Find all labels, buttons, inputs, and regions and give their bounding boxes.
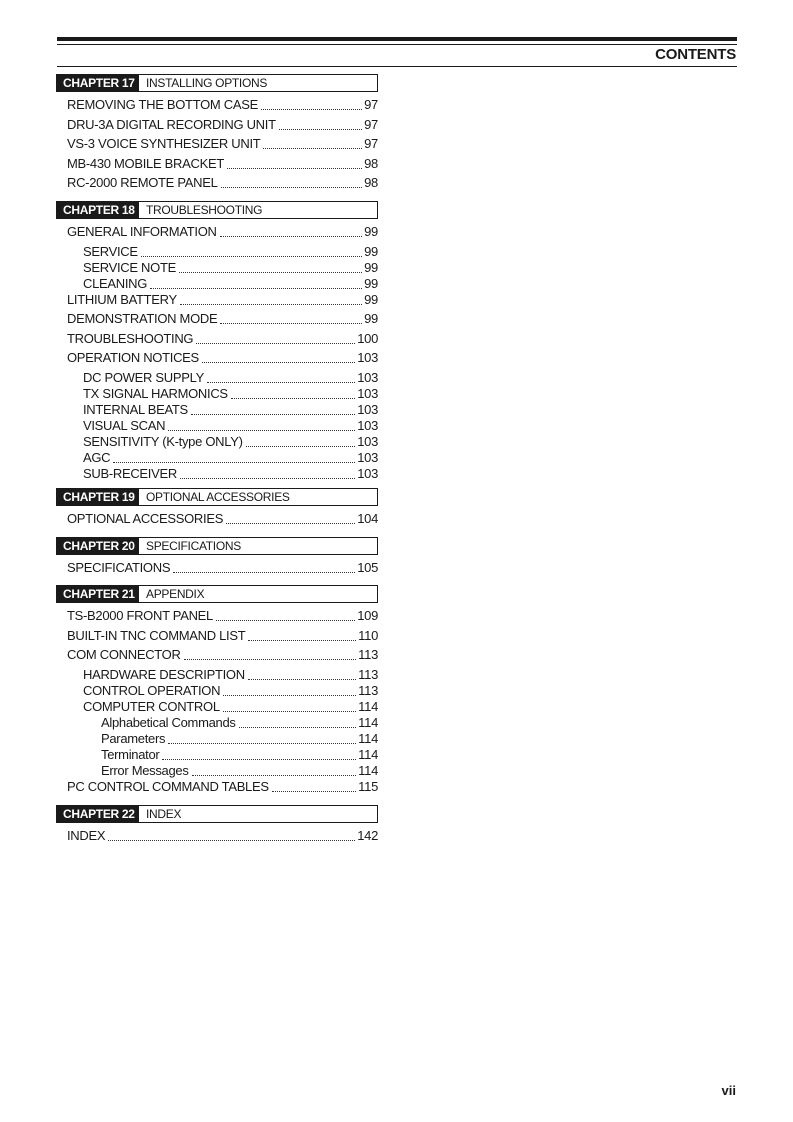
toc-entry-label: SENSITIVITY (K-type ONLY) xyxy=(83,433,243,449)
toc-entry-label: DEMONSTRATION MODE xyxy=(67,311,218,327)
dot-leader xyxy=(227,155,362,169)
toc-entry-page: 103 xyxy=(357,417,378,433)
page-number: vii xyxy=(721,1083,736,1098)
dot-leader xyxy=(246,433,356,447)
toc-entry-label: RC-2000 REMOTE PANEL xyxy=(67,175,218,191)
dot-leader xyxy=(191,401,355,415)
chapter-title: INSTALLING OPTIONS xyxy=(146,76,268,90)
chapter-number: CHAPTER 22 xyxy=(57,806,139,822)
chapter-title: SPECIFICATIONS xyxy=(146,538,241,553)
toc-entry[interactable] xyxy=(56,697,378,713)
toc-entry[interactable] xyxy=(56,761,378,777)
toc-entry[interactable] xyxy=(56,222,378,242)
chapter-section xyxy=(56,585,378,796)
chapter-number: CHAPTER 18 xyxy=(57,202,139,218)
dot-leader xyxy=(221,174,363,188)
chapter-number: CHAPTER 21 xyxy=(57,586,139,602)
toc-entry-label: LITHIUM BATTERY xyxy=(67,291,177,307)
dot-leader xyxy=(226,510,355,524)
toc-entry-page: 103 xyxy=(357,465,378,481)
dot-leader xyxy=(223,698,356,712)
toc-entry[interactable] xyxy=(56,290,378,310)
toc-entry-page: 97 xyxy=(364,116,378,132)
toc-entry-label: TX SIGNAL HARMONICS xyxy=(83,385,228,401)
chapter-title: TROUBLESHOOTING xyxy=(146,202,263,217)
toc-entry-page: 103 xyxy=(357,401,378,417)
toc-entry-label: SERVICE NOTE xyxy=(83,259,176,275)
dot-leader xyxy=(239,714,357,728)
dot-leader xyxy=(168,730,356,744)
header-rule-thick xyxy=(57,37,737,41)
toc-entry[interactable] xyxy=(56,95,378,115)
dot-leader xyxy=(196,330,355,344)
dot-leader xyxy=(108,827,355,841)
dot-leader xyxy=(216,607,355,621)
toc-entry-page: 115 xyxy=(358,778,378,794)
dot-leader xyxy=(261,96,362,110)
chapter-heading xyxy=(56,201,378,219)
toc-entry[interactable] xyxy=(56,509,378,529)
toc-entry-page: 105 xyxy=(357,559,378,575)
chapter-section xyxy=(56,74,378,193)
toc-entry[interactable] xyxy=(56,115,378,135)
dot-leader xyxy=(113,449,355,463)
chapter-title: INDEX xyxy=(146,806,182,821)
chapter-heading xyxy=(56,537,378,555)
dot-leader xyxy=(202,349,355,363)
toc-entry-page: 114 xyxy=(358,730,378,746)
dot-leader xyxy=(168,417,355,431)
toc-entry-label: TROUBLESHOOTING xyxy=(67,330,194,346)
toc-entry-page: 99 xyxy=(364,243,378,259)
dot-leader xyxy=(220,310,362,324)
toc-entry-label: INDEX xyxy=(67,827,106,843)
toc-entry[interactable] xyxy=(56,309,378,329)
dot-leader xyxy=(272,778,356,792)
toc-entry[interactable] xyxy=(56,173,378,193)
toc-entry-label: COMPUTER CONTROL xyxy=(83,698,220,714)
toc-entry-label: OPTIONAL ACCESSORIES xyxy=(67,510,224,526)
chapter-heading xyxy=(56,585,378,603)
toc-entry-page: 99 xyxy=(364,275,378,291)
toc-entry[interactable] xyxy=(56,329,378,349)
dot-leader xyxy=(173,559,355,573)
toc-entry-label: Alphabetical Commands xyxy=(101,714,236,730)
chapter-number: CHAPTER 20 xyxy=(57,538,139,554)
toc-entry[interactable] xyxy=(56,134,378,154)
toc-entry-page: 97 xyxy=(364,97,378,112)
toc-entry-label: GENERAL INFORMATION xyxy=(67,223,217,239)
table-of-contents xyxy=(56,74,378,853)
toc-entry[interactable] xyxy=(56,729,378,745)
toc-entry-page: 114 xyxy=(358,698,378,714)
dot-leader xyxy=(180,465,355,479)
header-rule-thin xyxy=(57,44,737,45)
toc-entry-page: 114 xyxy=(358,762,378,778)
toc-entry[interactable] xyxy=(56,448,378,464)
toc-entry-page: 98 xyxy=(364,175,378,191)
toc-entry-label: HARDWARE DESCRIPTION xyxy=(83,666,245,682)
dot-leader xyxy=(279,116,362,130)
toc-entry-page: 114 xyxy=(358,714,378,730)
chapter-heading xyxy=(56,488,378,506)
toc-entry[interactable] xyxy=(56,154,378,174)
toc-entry-page: 99 xyxy=(364,311,378,327)
chapter-title: OPTIONAL ACCESSORIES xyxy=(146,489,290,504)
toc-entry[interactable] xyxy=(56,826,378,846)
toc-entry-label: INTERNAL BEATS xyxy=(83,401,188,417)
dot-leader xyxy=(180,291,362,305)
dot-leader xyxy=(248,627,356,641)
toc-entry[interactable] xyxy=(56,626,378,646)
toc-entry-page: 103 xyxy=(357,369,378,385)
toc-entry-page: 103 xyxy=(357,350,378,366)
toc-entry-page: 109 xyxy=(357,608,378,624)
toc-entry-page: 113 xyxy=(358,666,378,682)
toc-entry-label: SERVICE xyxy=(83,243,138,259)
toc-entry-page: 100 xyxy=(357,330,378,346)
toc-entry[interactable] xyxy=(56,258,378,274)
toc-entry-label: Parameters xyxy=(101,730,166,746)
dot-leader xyxy=(223,682,356,696)
dot-leader xyxy=(162,746,356,760)
dot-leader xyxy=(184,646,357,660)
toc-entry[interactable] xyxy=(56,777,378,797)
toc-entry-page: 113 xyxy=(358,682,378,698)
page-title: CONTENTS xyxy=(655,46,736,63)
dot-leader xyxy=(179,259,362,273)
chapter-section xyxy=(56,488,378,529)
toc-entry-label: SPECIFICATIONS xyxy=(67,559,171,575)
toc-entry[interactable] xyxy=(56,558,378,578)
dot-leader xyxy=(263,135,362,149)
chapter-section xyxy=(56,201,378,480)
toc-entry-page: 99 xyxy=(364,223,378,239)
chapter-number: CHAPTER 19 xyxy=(57,489,139,505)
dot-leader xyxy=(220,223,363,237)
toc-entry-label: VS-3 VOICE SYNTHESIZER UNIT xyxy=(67,136,261,152)
toc-entry-label: PC CONTROL COMMAND TABLES xyxy=(67,778,269,794)
toc-entry-page: 113 xyxy=(358,647,378,663)
toc-entry-label: DRU-3A DIGITAL RECORDING UNIT xyxy=(67,116,276,132)
toc-entry-label: OPERATION NOTICES xyxy=(67,350,199,366)
toc-entry-page: 114 xyxy=(358,746,378,762)
toc-entry-label: CONTROL OPERATION xyxy=(83,682,221,698)
dot-leader xyxy=(248,666,356,680)
toc-entry-page: 110 xyxy=(358,627,378,643)
toc-entry[interactable] xyxy=(56,400,378,416)
toc-entry-page: 103 xyxy=(357,433,378,449)
toc-entry-page: 99 xyxy=(364,291,378,307)
toc-entry-page: 98 xyxy=(364,155,378,171)
toc-entry[interactable] xyxy=(56,713,378,729)
chapter-number: CHAPTER 17 xyxy=(57,75,139,91)
toc-entry-page: 104 xyxy=(357,510,378,526)
toc-entry-label: Terminator xyxy=(101,746,160,762)
dot-leader xyxy=(207,369,355,383)
toc-entry[interactable] xyxy=(56,645,378,665)
toc-entry-page: 99 xyxy=(364,259,378,275)
toc-entry[interactable] xyxy=(56,242,378,258)
toc-entry-label: TS-B2000 FRONT PANEL xyxy=(67,608,213,624)
toc-entry-page: 97 xyxy=(364,136,378,152)
toc-entry[interactable] xyxy=(56,464,378,480)
chapter-title: APPENDIX xyxy=(146,587,205,602)
toc-entry[interactable] xyxy=(56,432,378,448)
dot-leader xyxy=(141,243,362,257)
dot-leader xyxy=(150,275,362,289)
chapter-heading xyxy=(56,74,378,92)
chapter-section xyxy=(56,805,378,846)
toc-entry-label: BUILT-IN TNC COMMAND LIST xyxy=(67,627,246,643)
toc-entry[interactable] xyxy=(56,745,378,761)
chapter-section xyxy=(56,537,378,578)
toc-entry-page: 103 xyxy=(357,385,378,401)
toc-entry[interactable] xyxy=(56,368,378,384)
toc-entry-label: COM CONNECTOR xyxy=(67,647,181,663)
toc-entry[interactable] xyxy=(56,274,378,290)
header-rule-bottom xyxy=(57,66,737,67)
toc-entry-label: AGC xyxy=(83,449,111,465)
toc-entry[interactable] xyxy=(56,384,378,400)
toc-entry-label: CLEANING xyxy=(83,275,148,291)
toc-entry-page: 142 xyxy=(357,827,378,843)
toc-entry-page: 103 xyxy=(357,449,378,465)
toc-entry-label: REMOVING THE BOTTOM CASE xyxy=(67,97,258,112)
toc-entry[interactable] xyxy=(56,348,378,368)
toc-entry[interactable] xyxy=(56,416,378,432)
toc-entry[interactable] xyxy=(56,606,378,626)
toc-entry-label: SUB-RECEIVER xyxy=(83,465,177,481)
dot-leader xyxy=(192,762,357,776)
chapter-heading xyxy=(56,805,378,823)
toc-entry-label: Error Messages xyxy=(101,762,189,778)
toc-entry-label: MB-430 MOBILE BRACKET xyxy=(67,155,224,171)
dot-leader xyxy=(231,385,355,399)
toc-entry-label: DC POWER SUPPLY xyxy=(83,369,204,385)
toc-entry[interactable] xyxy=(56,681,378,697)
toc-entry[interactable] xyxy=(56,665,378,681)
toc-entry-label: VISUAL SCAN xyxy=(83,417,166,433)
